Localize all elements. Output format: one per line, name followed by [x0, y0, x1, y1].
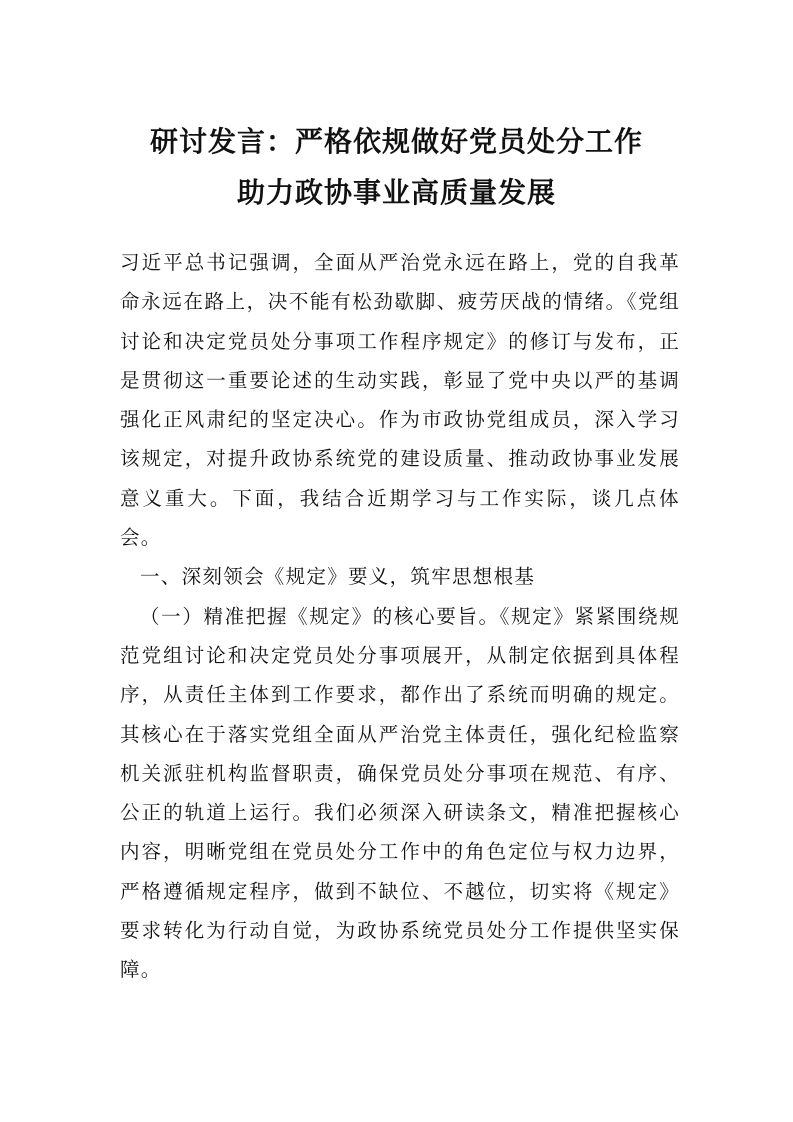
document-title-line-2: 助力政协事业高质量发展 — [236, 176, 556, 209]
document-title-line-1: 研讨发言：严格依规做好党员处分工作 — [149, 125, 643, 158]
intro-paragraph: 习近平总书记强调，全面从严治党永远在路上，党的自我革命永远在路上，决不能有松劲歇脚、疲劳厌战的情绪。《党组讨论和决定党员处分事项工作程序规定》的修订与发布，正是贯彻这一重要论述的生动实践，彰显了党中央以严的基调强化正风肃纪的坚定决心。作为市政协党组成员，深入学习该规定，对提升政协系统党的建设质量、推动政协事业发展意义重大。下面，我结合近期学习与工作实际，谈几点体会。 — [120, 251, 680, 550]
section-heading: 一、深刻领会《规定》要义，筑牢思想根基 — [140, 565, 536, 589]
subsection-paragraph: （一）精准把握《规定》的核心要旨。《规定》紧紧围绕规范党组讨论和决定党员处分事项展开，从制定依据到具体程序，从责任主体到工作要求，都作出了系统而明确的规定。其核心在于落实党组全面从严治党主体责任，强化纪检监察机关派驻机构监督职责，确保党员处分事项在规范、有序、公正的轨道上运行。我们必须深入研读条文，精准把握核心内容，明晰党组在党员处分工作中的角色定位与权力边界，严格遵循规定程序，做到不缺位、不越位，切实将《规定》要求转化为行动自觉，为政协系统党员处分工作提供坚实保障。 — [120, 604, 680, 982]
document-body — [120, 243, 680, 990]
